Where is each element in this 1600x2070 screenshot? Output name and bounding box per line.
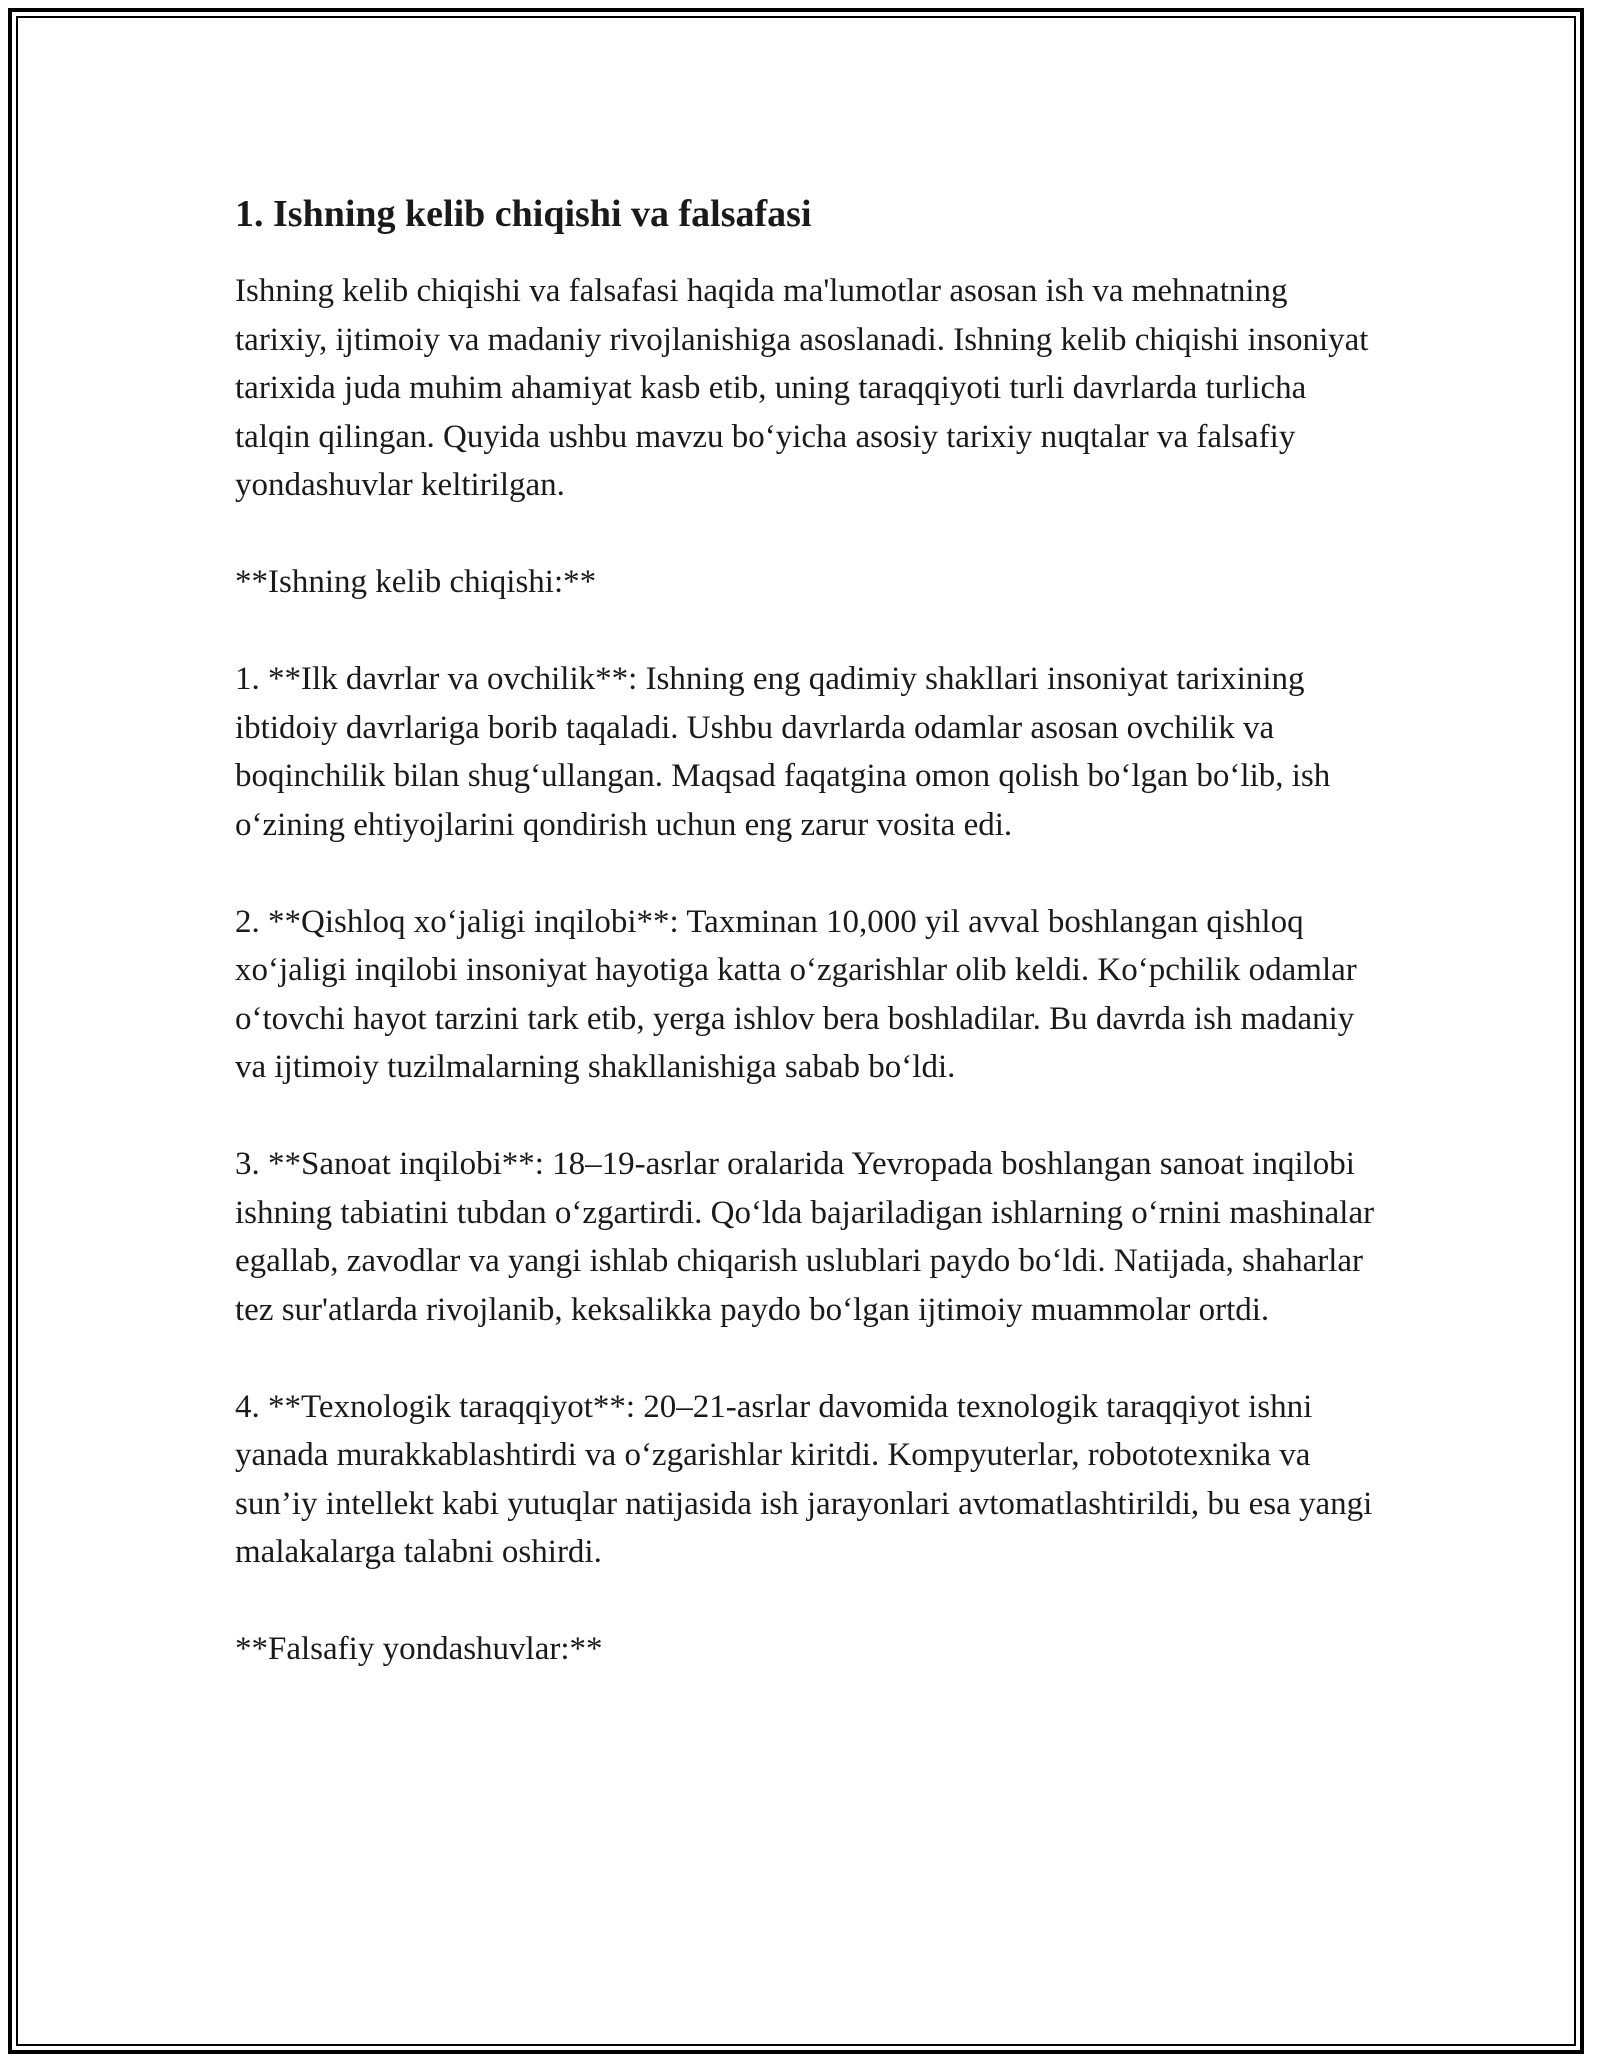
section-heading: 1. Ishning kelib chiqishi va falsafasi [235, 193, 812, 235]
list-item-technological-progress: 4. **Texnologik taraqqiyot**: 20–21-asrlar davomida texnologik taraqqiyot ishni yanada murakkablashtirdi va o‘zgarishlar kiritdi. Kompyuterlar, robototexnika va sun’iy intellekt kabi yutuqlar natijasida ish jarayonlari avtomatlashtirildi, bu esa yangi malakalarga talabni oshirdi. [235, 1388, 1373, 1570]
list-item-industrial-revolution: 3. **Sanoat inqilobi**: 18–19-asrlar oralarida Yevropada boshlangan sanoat inqilobi ishning tabiatini tubdan o‘zgartirdi. Qo‘lda bajariladigan ishlarning o‘rnini mashinalar egallab, zavodlar va yangi ishlab chiqarish uslublari paydo bo‘ldi. Natijada, shaharlar tez sur'atlarda rivojlanib, keksalikka paydo bo‘lgan ijtimoiy muammolar ortdi. [235, 1146, 1375, 1328]
list-item-early-hunting: 1. **Ilk davrlar va ovchilik**: Ishning eng qadimiy shakllari insoniyat tarixining ibtidoiy davrlariga borib taqaladi. Ushbu davrlarda odamlar asosan ovchilik va boqinchilik bilan shug‘ullangan. Maqsad faqatgina omon qolish bo‘lgan bo‘lib, ish o‘zining ehtiyojlarini qondirish uchun eng zarur vosita edi. [235, 661, 1331, 843]
origins-subheading: **Ishning kelib chiqishi:** [235, 564, 597, 600]
list-item-agricultural-revolution: 2. **Qishloq xo‘jaligi inqilobi**: Taxminan 10,000 yil avval boshlangan qishloq xo‘jaligi inqilobi insoniyat hayotiga katta o‘zgarishlar olib keldi. Ko‘pchilik odamlar o‘tovchi hayot tarzini tark etib, yerga ishlov bera boshladilar. Bu davrda ish madaniy va ijtimoiy tuzilmalarning shakllanishiga sabab bo‘ldi. [235, 903, 1357, 1085]
document-body [235, 185, 1375, 1722]
philosophy-subheading: **Falsafiy yondashuvlar:** [235, 1631, 603, 1667]
intro-paragraph: Ishning kelib chiqishi va falsafasi haqida ma'lumotlar asosan ish va mehnatning tarixiy, ijtimoiy va madaniy rivojlanishiga asoslanadi. Ishning kelib chiqishi insoniyat tarixida juda muhim ahamiyat kasb etib, uning taraqqiyoti turli davrlarda turlicha talqin qilingan. Quyida ushbu mavzu bo‘yicha asosiy tarixiy nuqtalar va falsafiy yondashuvlar keltirilgan. [235, 273, 1369, 503]
